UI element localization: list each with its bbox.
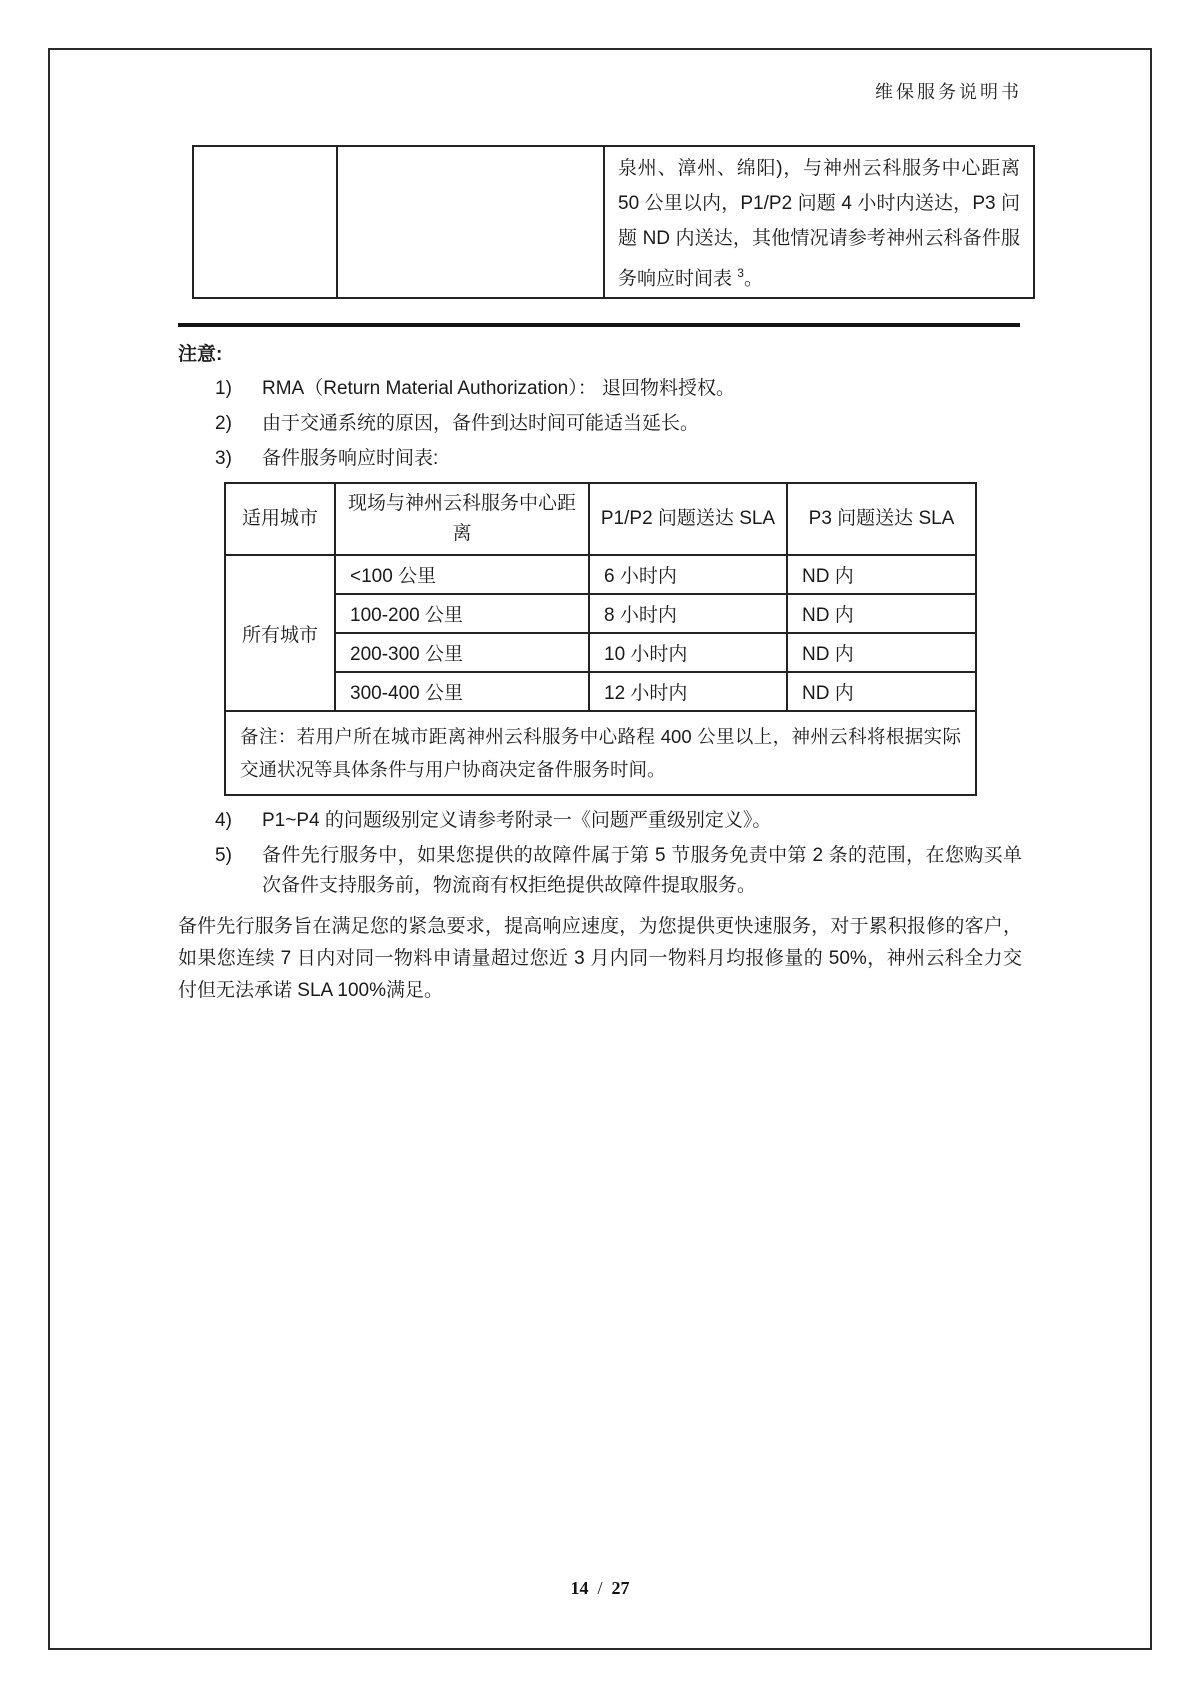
sla-header-row — [225, 483, 976, 555]
continued-cell-text-main: 泉州、漳州、绵阳)，与神州云科服务中心距离 50 公里以内，P1/P2 问题 4 小时内送达，P3 问题 ND 内送达，其他情况请参考神州云科备件服务响应时间表 — [618, 158, 1020, 290]
note-number: 2) — [215, 413, 232, 435]
sla-p3: ND 内 — [787, 672, 976, 711]
footnote-superscript: 3 — [737, 266, 744, 280]
sla-row-2 — [225, 594, 976, 633]
sla-header-distance: 现场与神州云科服务中心距离 — [335, 483, 589, 555]
continued-cell-text — [606, 148, 1032, 296]
sla-p12: 8 小时内 — [589, 594, 787, 633]
note-item-1 — [178, 374, 1022, 404]
sla-p12: 12 小时内 — [589, 672, 787, 711]
sla-distance: <100 公里 — [335, 555, 589, 594]
note-text: P1~P4 的问题级别定义请参考附录一《问题严重级别定义》。 — [262, 810, 772, 832]
sla-p12: 10 小时内 — [589, 633, 787, 672]
sla-header-city: 适用城市 — [225, 483, 335, 555]
page-footer — [0, 1578, 1200, 1599]
sla-p3: ND 内 — [787, 594, 976, 633]
note-item-2 — [178, 409, 1022, 439]
note-item-5 — [178, 841, 1022, 901]
sla-remark: 备注：若用户所在城市距离神州云科服务中心路程 400 公里以上，神州云科将根据实际交通状况等具体条件与用户协商决定备件服务时间。 — [225, 711, 976, 795]
sla-row-1 — [225, 555, 976, 594]
notes-heading: 注意: — [178, 344, 223, 366]
note-text: RMA（Return Material Authorization）： 退回物料授权。 — [262, 378, 736, 400]
sla-row-3 — [225, 633, 976, 672]
sla-distance: 200-300 公里 — [335, 633, 589, 672]
sla-header-p3: P3 问题送达 SLA — [787, 483, 976, 555]
continued-cell-1 — [193, 146, 337, 298]
sla-response-table — [224, 482, 977, 796]
note-text: 由于交通系统的原因，备件到达时间可能适当延长。 — [262, 413, 700, 435]
section-divider-rule — [178, 323, 1020, 327]
sla-city-group: 所有城市 — [225, 555, 335, 711]
page-content — [178, 0, 1022, 1007]
note-number: 5) — [215, 845, 232, 867]
sla-p3: ND 内 — [787, 555, 976, 594]
sla-p3: ND 内 — [787, 633, 976, 672]
page-number-total: 27 — [611, 1578, 630, 1598]
note-number: 3) — [215, 448, 232, 470]
sla-distance: 300-400 公里 — [335, 672, 589, 711]
continued-cell-2 — [337, 146, 604, 298]
note-item-3 — [178, 444, 1022, 474]
document-header-title: 维保服务说明书 — [875, 82, 1022, 102]
continued-table — [192, 145, 1035, 299]
note-text: 备件先行服务中，如果您提供的故障件属于第 5 节服务免责中第 2 条的范围，在您购买单次备件支持服务前，物流商有权拒绝提供故障件提取服务。 — [262, 845, 1022, 897]
sla-p12: 6 小时内 — [589, 555, 787, 594]
continued-cell-3 — [604, 146, 1034, 298]
note-number: 1) — [215, 378, 232, 400]
page-number-current: 14 — [570, 1578, 589, 1598]
note-number: 4) — [215, 810, 232, 832]
sla-row-4 — [225, 672, 976, 711]
continued-cell-text-end: 。 — [743, 268, 763, 290]
sla-remark-row — [225, 711, 976, 795]
note-item-4 — [178, 806, 1022, 836]
continued-table-row — [193, 146, 1034, 298]
sla-distance: 100-200 公里 — [335, 594, 589, 633]
sla-header-p12: P1/P2 问题送达 SLA — [589, 483, 787, 555]
note-text: 备件服务响应时间表: — [262, 448, 439, 470]
closing-paragraph: 备件先行服务旨在满足您的紧急要求，提高响应速度，为您提供更快速服务，对于累积报修的客户，如果您连续 7 日内对同一物料申请量超过您近 3 月内同一物料月均报修量的 50%，神州云科全力交付但无法承诺 SLA 100%满足。 — [178, 916, 1022, 1002]
page-number-separator: / — [597, 1578, 603, 1598]
